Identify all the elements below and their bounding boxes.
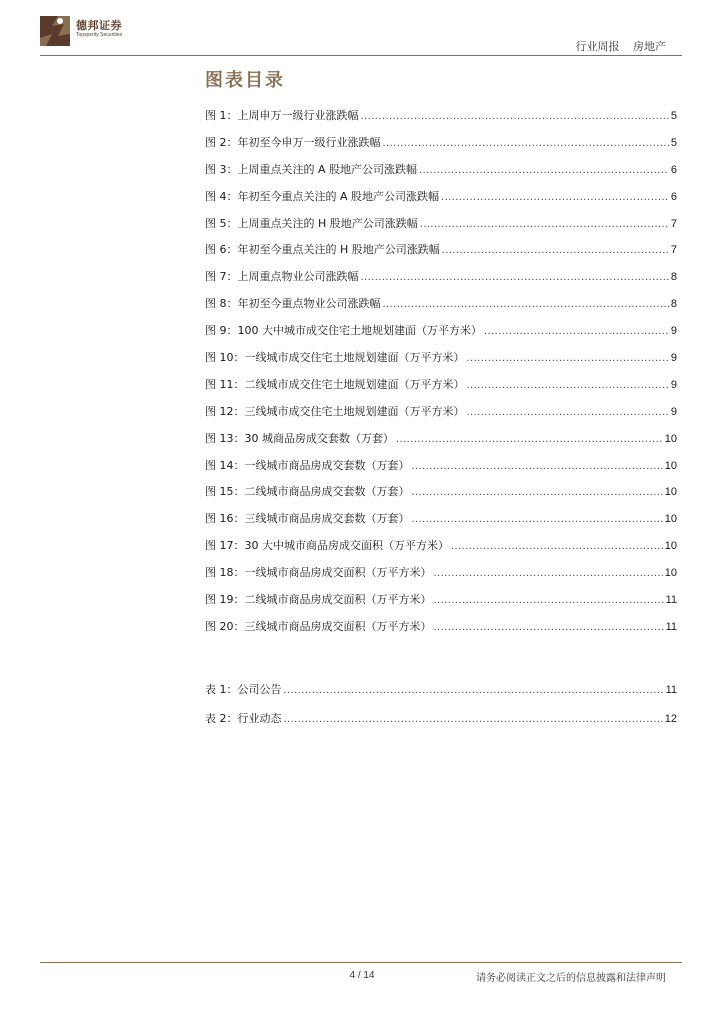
company-logo	[38, 14, 122, 48]
toc-entry-label: 图 2：年初至今申万一级行业涨跌幅	[205, 135, 381, 149]
toc-entry-label: 图 6：年初至今重点关注的 H 股地产公司涨跌幅	[205, 243, 440, 257]
toc-entry-label: 图 13：30 城商品房成交套数（万套）	[205, 431, 394, 445]
toc-title: 图表目录	[205, 70, 285, 91]
toc-entry[interactable]	[205, 403, 677, 430]
toc-leader-dots	[383, 137, 669, 149]
toc-entry-page: 10	[664, 486, 677, 499]
toc-entry-label: 图 15：二线城市商品房成交套数（万套）	[205, 485, 410, 499]
toc-entry[interactable]	[205, 188, 677, 215]
toc-leader-dots	[434, 621, 664, 633]
toc-leader-dots	[420, 218, 669, 230]
toc-leader-dots	[284, 713, 663, 725]
toc-entry[interactable]	[205, 510, 677, 537]
toc-leader-dots	[484, 325, 669, 337]
toc-entry-page: 10	[664, 432, 677, 445]
toc-entry-label: 图 1：上周申万一级行业涨跌幅	[205, 109, 359, 122]
toc-entry-label: 表 1：公司公告	[205, 683, 282, 696]
toc-entry-page: 7	[670, 217, 677, 230]
toc-leader-dots	[361, 110, 669, 122]
toc-entry-page: 7	[670, 244, 677, 257]
toc-leader-dots	[434, 567, 663, 579]
toc-entry-label: 图 7：上周重点物业公司涨跌幅	[205, 270, 359, 284]
toc-entry-label: 图 8：年初至今重点物业公司涨跌幅	[205, 297, 381, 311]
toc-leader-dots	[419, 164, 669, 176]
toc-leader-dots	[284, 684, 664, 696]
toc-entry[interactable]	[205, 681, 677, 710]
toc-entry[interactable]	[205, 349, 677, 376]
toc-leader-dots	[383, 298, 669, 310]
disclaimer: 请务必阅读正文之后的信息披露和法律声明	[476, 973, 666, 984]
logo-en-text: Topsperity Securities	[76, 32, 123, 38]
toc-leader-dots	[396, 433, 663, 445]
toc-leader-dots	[441, 191, 669, 203]
toc-leader-dots	[451, 540, 663, 552]
toc-entry[interactable]	[205, 161, 677, 188]
toc-entry-page: 10	[664, 459, 677, 472]
toc-entry-page: 9	[670, 352, 677, 365]
toc-entry[interactable]	[205, 295, 677, 322]
toc-entry-page: 6	[670, 190, 677, 203]
page-header	[0, 0, 724, 60]
toc-leader-dots	[467, 379, 669, 391]
toc-entry[interactable]	[205, 430, 677, 457]
toc-leader-dots	[467, 352, 669, 364]
toc-leader-dots	[361, 271, 669, 283]
toc-entry-page: 5	[670, 136, 677, 149]
toc-entry-page: 10	[664, 540, 677, 553]
toc-entry-label: 图 10：一线城市成交住宅土地规划建面（万平方米）	[205, 351, 465, 365]
toc-entry[interactable]	[205, 618, 677, 645]
toc-entry[interactable]	[205, 322, 677, 349]
toc-entry[interactable]	[205, 376, 677, 403]
figure-list	[205, 107, 677, 645]
toc-entry[interactable]	[205, 107, 677, 134]
header-divider	[40, 55, 682, 56]
table-list	[205, 681, 677, 739]
toc-leader-dots	[434, 594, 664, 606]
toc-entry-page: 6	[670, 163, 677, 176]
toc-entry-label: 图 19：二线城市商品房成交面积（万平方米）	[205, 593, 432, 607]
toc-entry-page: 11	[665, 620, 677, 633]
toc-entry[interactable]	[205, 537, 677, 564]
toc-entry-label: 图 12：三线城市成交住宅土地规划建面（万平方米）	[205, 404, 465, 418]
toc-entry-page: 5	[670, 110, 677, 122]
toc-entry[interactable]	[205, 457, 677, 484]
header-labels	[576, 38, 667, 54]
logo-cn-text: 德邦证券	[76, 19, 122, 32]
toc-entry-page: 11	[665, 594, 677, 607]
toc-entry[interactable]	[205, 268, 677, 295]
toc-entry-label: 图 3：上周重点关注的 A 股地产公司涨跌幅	[205, 162, 418, 176]
toc-entry-page: 8	[670, 271, 677, 284]
toc-leader-dots	[412, 513, 663, 525]
toc-leader-dots	[412, 486, 663, 498]
toc-entry-label: 表 2：行业动态	[205, 712, 282, 725]
toc-entry-page: 12	[664, 713, 677, 725]
toc-entry-page: 8	[670, 298, 677, 311]
toc-entry[interactable]	[205, 710, 677, 739]
toc-entry[interactable]	[205, 483, 677, 510]
toc-entry-page: 11	[665, 684, 677, 696]
toc-leader-dots	[467, 406, 669, 418]
toc-entry[interactable]	[205, 591, 677, 618]
toc-entry[interactable]	[205, 564, 677, 591]
toc-entry-label: 图 18：一线城市商品房成交面积（万平方米）	[205, 566, 432, 580]
logo-icon	[38, 14, 72, 48]
toc-entry-page: 9	[670, 405, 677, 418]
toc-entry-label: 图 16：三线城市商品房成交套数（万套）	[205, 512, 410, 526]
toc-entry[interactable]	[205, 134, 677, 161]
toc-entry-page: 9	[670, 325, 677, 338]
toc-entry-label: 图 14：一线城市商品房成交套数（万套）	[205, 458, 410, 472]
page-number: 4 / 14	[349, 970, 375, 981]
toc-entry-label: 图 11：二线城市成交住宅土地规划建面（万平方米）	[205, 377, 465, 391]
toc-entry-label: 图 17：30 大中城市商品房成交面积（万平方米）	[205, 539, 449, 553]
toc-entry-page: 9	[670, 378, 677, 391]
toc-entry-label: 图 4：年初至今重点关注的 A 股地产公司涨跌幅	[205, 189, 440, 203]
toc-entry-page: 10	[664, 567, 677, 580]
toc-leader-dots	[412, 460, 663, 472]
footer-divider	[40, 962, 682, 963]
toc-leader-dots	[442, 244, 669, 256]
toc-entry-label: 图 5：上周重点关注的 H 股地产公司涨跌幅	[205, 216, 418, 230]
toc-entry[interactable]	[205, 241, 677, 268]
toc-entry-label: 图 20：三线城市商品房成交面积（万平方米）	[205, 619, 432, 633]
report-type: 行业周报	[575, 40, 620, 53]
toc-entry-label: 图 9：100 大中城市成交住宅土地规划建面（万平方米）	[205, 324, 482, 338]
toc-entry-page: 10	[664, 513, 677, 526]
toc-entry[interactable]	[205, 215, 677, 242]
sector-label: 房地产	[633, 40, 666, 53]
